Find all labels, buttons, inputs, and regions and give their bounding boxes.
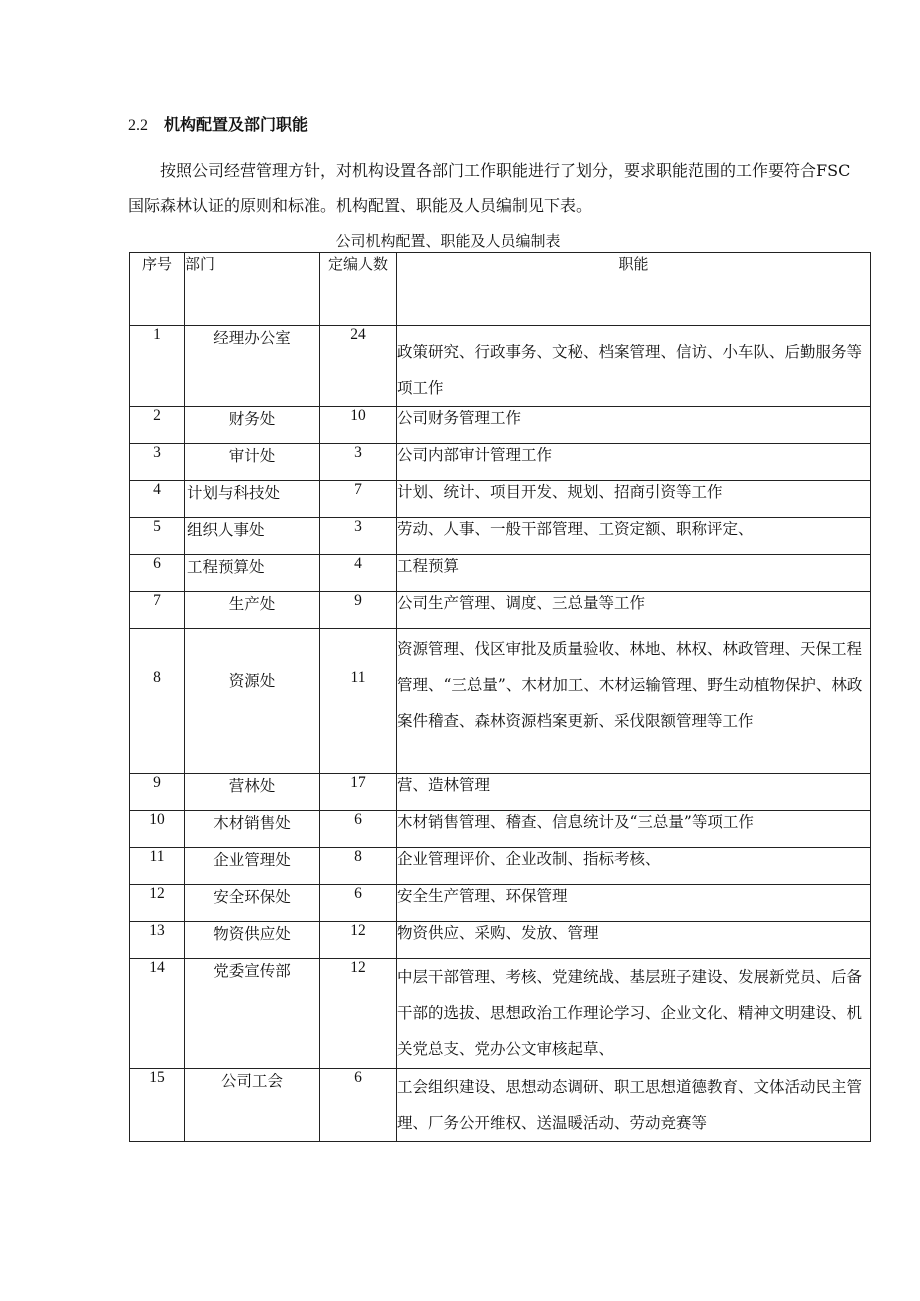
table-row — [130, 922, 871, 959]
row-staff: 12 — [320, 922, 397, 959]
intro-paragraph: 按照公司经营管理方针，对机构设置各部门工作职能进行了划分，要求职能范围的工作要符合FSC国际森林认证的原则和标准。机构配置、职能及人员编制见下表。 — [128, 161, 851, 215]
row-func: 计划、统计、项目开发、规划、招商引资等工作 — [397, 481, 871, 518]
row-seq: 12 — [130, 885, 185, 922]
row-staff: 3 — [320, 444, 397, 481]
row-func: 营、造林管理 — [397, 774, 871, 811]
table-row — [130, 592, 871, 629]
row-func: 劳动、人事、一般干部管理、工资定额、职称评定、 — [397, 518, 871, 555]
row-func: 公司财务管理工作 — [397, 407, 871, 444]
table-row — [130, 1069, 871, 1142]
table-row — [130, 959, 871, 1069]
row-seq: 8 — [130, 629, 185, 774]
row-dept: 党委宣传部 — [185, 959, 320, 1069]
row-seq: 9 — [130, 774, 185, 811]
table-row — [130, 481, 871, 518]
row-staff: 12 — [320, 959, 397, 1069]
table-row — [130, 774, 871, 811]
table-row — [130, 811, 871, 848]
org-table — [129, 252, 871, 1142]
row-func: 资源管理、伐区审批及质量验收、林地、林权、林政管理、天保工程管理、“三总量”、木材加工、木材运输管理、野生动植物保护、林政案件稽查、森林资源档案更新、采伐限额管理等工作 — [397, 629, 871, 774]
row-staff: 7 — [320, 481, 397, 518]
table-row — [130, 326, 871, 407]
section-title: 机构配置及部门职能 — [164, 115, 309, 134]
section-number: 2.2 — [128, 117, 148, 134]
row-seq: 1 — [130, 326, 185, 407]
table-row — [130, 444, 871, 481]
row-seq: 5 — [130, 518, 185, 555]
row-dept: 企业管理处 — [185, 848, 320, 885]
row-func: 物资供应、采购、发放、管理 — [397, 922, 871, 959]
row-dept: 审计处 — [185, 444, 320, 481]
row-dept: 木材销售处 — [185, 811, 320, 848]
row-seq: 6 — [130, 555, 185, 592]
row-staff: 10 — [320, 407, 397, 444]
row-func: 企业管理评价、企业改制、指标考核、 — [397, 848, 871, 885]
row-func: 工程预算 — [397, 555, 871, 592]
row-staff: 6 — [320, 885, 397, 922]
row-seq: 3 — [130, 444, 185, 481]
table-row — [130, 407, 871, 444]
row-seq: 15 — [130, 1069, 185, 1142]
row-func: 安全生产管理、环保管理 — [397, 885, 871, 922]
row-dept: 营林处 — [185, 774, 320, 811]
header-seq: 序号 — [130, 253, 185, 326]
row-dept: 计划与科技处 — [185, 481, 320, 518]
table-row — [130, 885, 871, 922]
row-seq: 10 — [130, 811, 185, 848]
row-func: 公司生产管理、调度、三总量等工作 — [397, 592, 871, 629]
row-dept: 工程预算处 — [185, 555, 320, 592]
row-dept: 财务处 — [185, 407, 320, 444]
row-dept: 资源处 — [185, 629, 320, 774]
row-staff: 6 — [320, 1069, 397, 1142]
header-staff: 定编人数 — [320, 253, 397, 326]
row-dept: 经理办公室 — [185, 326, 320, 407]
table-header-row — [130, 253, 871, 326]
table-row — [130, 555, 871, 592]
row-staff: 6 — [320, 811, 397, 848]
table-caption — [0, 230, 920, 252]
header-func: 职能 — [397, 253, 871, 326]
row-staff: 4 — [320, 555, 397, 592]
section-heading — [128, 114, 308, 137]
row-dept: 组织人事处 — [185, 518, 320, 555]
row-seq: 11 — [130, 848, 185, 885]
row-func: 中层干部管理、考核、党建统战、基层班子建设、发展新党员、后备干部的选拔、思想政治工作理论学习、企业文化、精神文明建设、机关党总支、党办公文审核起草、 — [397, 959, 871, 1069]
row-staff: 3 — [320, 518, 397, 555]
row-dept: 安全环保处 — [185, 885, 320, 922]
table-row — [130, 629, 871, 774]
row-func: 工会组织建设、思想动态调研、职工思想道德教育、文体活动民主管理、厂务公开维权、送温暖活动、劳动竞赛等 — [397, 1069, 871, 1142]
row-staff: 9 — [320, 592, 397, 629]
table-row — [130, 848, 871, 885]
row-seq: 2 — [130, 407, 185, 444]
row-seq: 13 — [130, 922, 185, 959]
table-caption-text: 公司机构配置、职能及人员编制表 — [335, 232, 561, 250]
header-dept: 部门 — [185, 253, 320, 326]
row-func: 政策研究、行政事务、文秘、档案管理、信访、小车队、后勤服务等项工作 — [397, 326, 871, 407]
row-seq: 14 — [130, 959, 185, 1069]
table-row — [130, 518, 871, 555]
row-seq: 4 — [130, 481, 185, 518]
row-dept: 物资供应处 — [185, 922, 320, 959]
row-staff: 8 — [320, 848, 397, 885]
row-dept: 生产处 — [185, 592, 320, 629]
row-func: 公司内部审计管理工作 — [397, 444, 871, 481]
row-dept: 公司工会 — [185, 1069, 320, 1142]
row-seq: 7 — [130, 592, 185, 629]
row-staff: 24 — [320, 326, 397, 407]
row-staff: 11 — [320, 629, 397, 774]
row-func: 木材销售管理、稽查、信息统计及“三总量”等项工作 — [397, 811, 871, 848]
row-staff: 17 — [320, 774, 397, 811]
